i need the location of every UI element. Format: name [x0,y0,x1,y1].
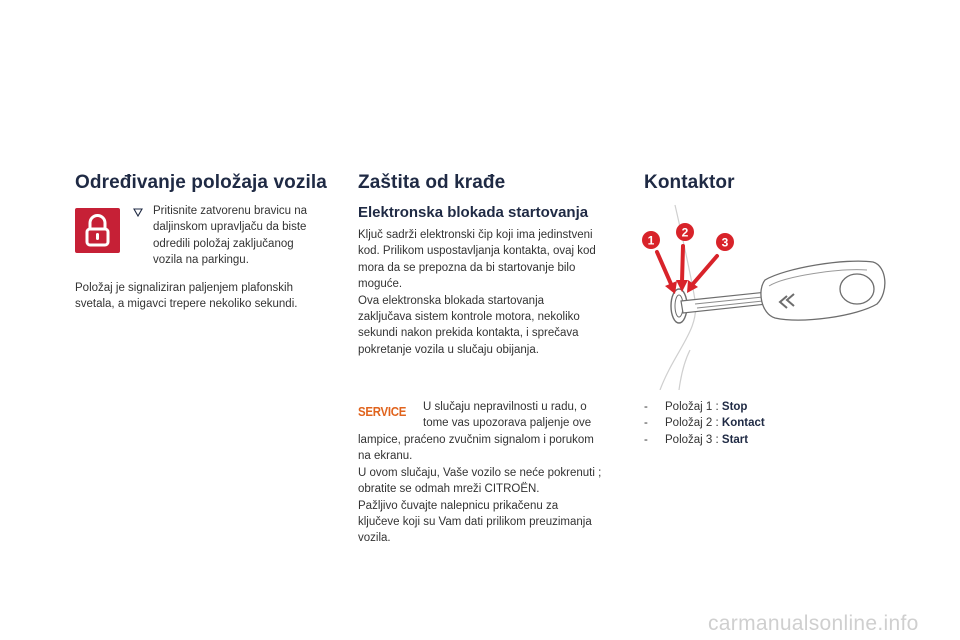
locate-instruction: Pritisnite zatvorenu bravicu na daljinskom upravljaču da biste odredili položaj zaključanog vozila na parkingu. [153,205,308,267]
section-title-ignition: Kontaktor [644,172,735,193]
section-title-anti-theft: Zaštita od krađe [358,172,506,193]
list-item: - Položaj 3 : Start [644,433,749,446]
service-warning-icon: SERVICE [358,404,407,419]
padlock-icon [75,208,120,253]
list-item: - Položaj 1 : Stop [644,401,748,413]
subsection-title-immobiliser: Elektronska blokada startovanja [358,204,589,221]
ignition-key-figure [635,200,890,395]
figure-number-3: 3 [721,235,729,250]
service-intro-text: U slučaju nepravilnosti u radu, o tome vas upozorava paljenje ove [423,401,592,430]
figure-number-2: 2 [681,225,689,240]
locate-signal-text: Položaj je signaliziran paljenjem plafonskih svetala, a migavci trepere nekoliko sekundi. [75,282,298,311]
ignition-positions-list [644,399,765,448]
watermark: carmanualsonline.info [708,612,919,635]
bullet-arrow-icon [133,207,143,220]
figure-number-1: 1 [647,233,655,248]
section-title-vehicle-locating: Određivanje položaja vozila [75,172,327,193]
immobiliser-text: Ključ sadrži elektronski čip koji ima jedinstveni kod. Prilikom uspostavljanja kontakta, ovaj kod mora da se prepozna da bi startovanje bilo moguće. Ova elektronska blokada startovanja zaključava sistem kontrole motora, nekoliko sekundi nakon prekida kontakta, i sprečava pokretanje vozila u slučaju obijanja. [358,229,596,356]
service-text: lampice, praćeno zvučnim signalom i porukom na ekranu. U ovom slučaju, Vaše vozilo se neće pokrenuti ; obratite se odmah mreži CITROËN. Pažljivo čuvajte nalepnicu prikačenu za ključeve koji su Vam dati prilikom preuzimanja vozila. [358,434,602,545]
list-item: - Položaj 2 : Kontact [644,417,765,430]
